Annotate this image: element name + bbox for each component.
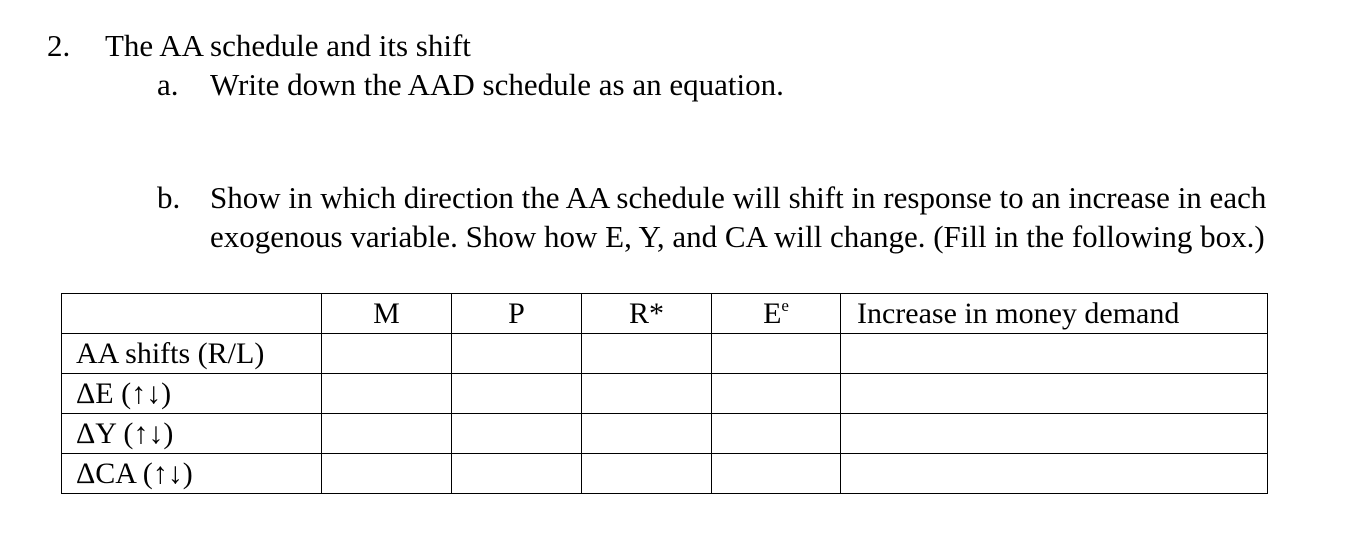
table-row bbox=[62, 334, 1268, 374]
question-title: The AA schedule and its shift bbox=[105, 28, 471, 63]
header-ee-base: E bbox=[763, 296, 782, 330]
answer-table bbox=[61, 293, 1268, 494]
answer-cell[interactable] bbox=[322, 334, 452, 374]
header-expected-exchange-rate bbox=[712, 294, 841, 334]
question-number: 2. bbox=[47, 28, 71, 63]
table-row bbox=[62, 374, 1268, 414]
answer-cell[interactable] bbox=[841, 334, 1268, 374]
answer-cell[interactable] bbox=[841, 454, 1268, 494]
header-r-star: R* bbox=[582, 294, 712, 334]
part-b-text-line-2: exogenous variable. Show how E, Y, and CA will change. (Fill in the following box.) bbox=[210, 219, 1265, 254]
answer-cell[interactable] bbox=[841, 414, 1268, 454]
row-label-delta-y: ΔY (↑↓) bbox=[62, 414, 322, 454]
header-ee-superscript: e bbox=[781, 295, 789, 315]
table-row bbox=[62, 414, 1268, 454]
answer-cell[interactable] bbox=[712, 414, 841, 454]
answer-cell[interactable] bbox=[712, 334, 841, 374]
answer-cell[interactable] bbox=[452, 374, 582, 414]
answer-cell[interactable] bbox=[452, 334, 582, 374]
answer-cell[interactable] bbox=[712, 374, 841, 414]
part-b-label: b. bbox=[157, 180, 181, 215]
answer-cell[interactable] bbox=[322, 414, 452, 454]
header-corner-cell bbox=[62, 294, 322, 334]
part-a-label: a. bbox=[157, 67, 179, 102]
header-money-demand: Increase in money demand bbox=[841, 294, 1268, 334]
header-m: M bbox=[322, 294, 452, 334]
table-row bbox=[62, 454, 1268, 494]
answer-cell[interactable] bbox=[841, 374, 1268, 414]
part-b-text-line-1: Show in which direction the AA schedule will shift in response to an increase in each bbox=[210, 180, 1267, 215]
row-label-aa-shifts: AA shifts (R/L) bbox=[62, 334, 322, 374]
row-label-delta-ca: ΔCA (↑↓) bbox=[62, 454, 322, 494]
answer-cell[interactable] bbox=[322, 454, 452, 494]
answer-cell[interactable] bbox=[582, 374, 712, 414]
answer-cell[interactable] bbox=[452, 454, 582, 494]
answer-cell[interactable] bbox=[582, 414, 712, 454]
row-label-delta-e: ΔE (↑↓) bbox=[62, 374, 322, 414]
answer-cell[interactable] bbox=[322, 374, 452, 414]
header-p: P bbox=[452, 294, 582, 334]
table-header-row bbox=[62, 294, 1268, 334]
answer-cell[interactable] bbox=[582, 334, 712, 374]
answer-cell[interactable] bbox=[452, 414, 582, 454]
answer-cell[interactable] bbox=[712, 454, 841, 494]
answer-cell[interactable] bbox=[582, 454, 712, 494]
part-a-text: Write down the AAD schedule as an equation. bbox=[210, 67, 784, 102]
